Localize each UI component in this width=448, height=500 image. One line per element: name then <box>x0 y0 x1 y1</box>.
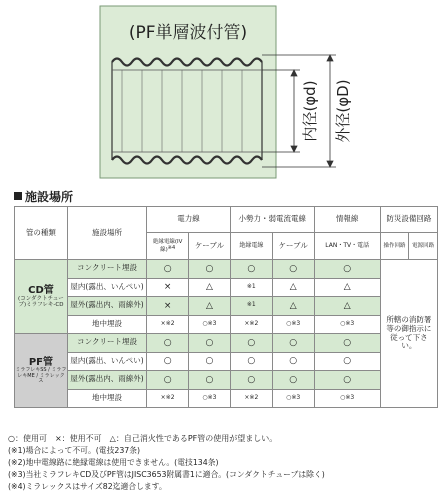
value-cell: ○ <box>314 371 380 390</box>
header-op-circuit: 操作回路 <box>380 233 409 260</box>
value-cell: ○ <box>272 352 314 371</box>
value-cell: ○ <box>272 260 314 279</box>
header-location: 施設場所 <box>67 207 146 260</box>
value-cell: ○※3 <box>189 389 231 408</box>
header-weak: 小勢力・弱電流電線 <box>230 207 314 233</box>
value-cell: ○※3 <box>189 315 231 334</box>
note-item: (※3)当社ミラフレキCD及びPF管はJISC3653附属書1に適合。(コンダクトチューブは除く) <box>8 470 325 479</box>
header-cable-2: ケーブル <box>272 233 314 260</box>
value-cell: ○ <box>147 371 189 390</box>
pipe-diagram <box>0 0 448 182</box>
location-cell: コンクリート埋設 <box>67 334 146 353</box>
value-cell: ○ <box>230 260 272 279</box>
value-cell: ○※3 <box>272 315 314 334</box>
value-cell: ○ <box>314 334 380 353</box>
value-cell: ○ <box>230 352 272 371</box>
fire-note: 所轄の消防署等の御指示に従って下さい。 <box>380 260 437 408</box>
value-cell: × <box>147 278 189 297</box>
value-cell: ○※3 <box>272 389 314 408</box>
header-power-circuit: 電源回路 <box>409 233 438 260</box>
diagram-title: (PF単層波付管) <box>128 23 248 43</box>
value-cell: ○※3 <box>314 389 380 408</box>
header-insulated-line: 絶縁電線(IV線)$^{※4}$ <box>147 233 189 260</box>
header-lan: LAN・TV・電話 <box>314 233 380 260</box>
location-cell: 地中埋設 <box>67 389 146 408</box>
note-item: (※4)ミラレックスはサイズ82迄適合します。 <box>8 482 167 491</box>
header-power: 電力線 <box>147 207 231 233</box>
installation-table <box>14 206 438 408</box>
value-cell: △ <box>189 297 231 316</box>
legend: ○：使用可 ×：使用不可 △：自己消火性であるPF管の使用が望ましい。 <box>8 434 278 443</box>
value-cell: ○ <box>230 334 272 353</box>
pipe-type-pf: PF管 ミラフレキSS / ミラフレキME / ミラレックス <box>15 334 68 408</box>
location-cell: 屋外(露出内、雨線外) <box>67 371 146 390</box>
value-cell: ○ <box>147 260 189 279</box>
value-cell: △ <box>314 278 380 297</box>
note-item: (※1)場合によって不可。(電技237条) <box>8 446 141 455</box>
notes <box>8 445 325 493</box>
value-cell: △ <box>314 297 380 316</box>
header-pipe-type: 管の種類 <box>15 207 68 260</box>
location-cell: 屋内(露出、いんぺい) <box>67 278 146 297</box>
section-marker-icon <box>14 192 22 200</box>
note-item: (※2)地中電線路に絶縁電線は使用できません。(電技134条) <box>8 458 219 467</box>
value-cell: ※1 <box>230 278 272 297</box>
value-cell: ※1 <box>230 297 272 316</box>
location-cell: 屋外(露出内、雨線外) <box>67 297 146 316</box>
header-cable: ケーブル <box>189 233 231 260</box>
value-cell: ○ <box>147 334 189 353</box>
value-cell: ○ <box>314 260 380 279</box>
header-fire: 防災設備回路 <box>380 207 437 233</box>
value-cell: ○ <box>189 352 231 371</box>
value-cell: ○ <box>272 371 314 390</box>
section-title: 施設場所 <box>14 188 73 205</box>
value-cell: △ <box>189 278 231 297</box>
value-cell: ○ <box>189 371 231 390</box>
value-cell: ○ <box>314 352 380 371</box>
value-cell: ○ <box>230 371 272 390</box>
value-cell: ×※2 <box>230 389 272 408</box>
value-cell: △ <box>272 297 314 316</box>
value-cell: ○※3 <box>314 315 380 334</box>
inner-diameter-label: 内径(φd) <box>301 80 319 142</box>
value-cell: ×※2 <box>147 389 189 408</box>
header-insulated-line-2: 絶縁電線 <box>230 233 272 260</box>
header-info: 情報線 <box>314 207 380 233</box>
value-cell: ○ <box>189 334 231 353</box>
location-cell: 屋内(露出、いんぺい) <box>67 352 146 371</box>
outer-diameter-label: 外径(φD) <box>334 79 352 143</box>
pipe-type-cd: CD管 (コンダクトチューブ)ミラフレキ-CD <box>15 260 68 334</box>
value-cell: × <box>147 297 189 316</box>
value-cell: △ <box>272 278 314 297</box>
value-cell: ×※2 <box>147 315 189 334</box>
value-cell: ○ <box>189 260 231 279</box>
location-cell: 地中埋設 <box>67 315 146 334</box>
value-cell: ×※2 <box>230 315 272 334</box>
location-cell: コンクリート埋設 <box>67 260 146 279</box>
value-cell: ○ <box>147 352 189 371</box>
value-cell: ○ <box>272 334 314 353</box>
